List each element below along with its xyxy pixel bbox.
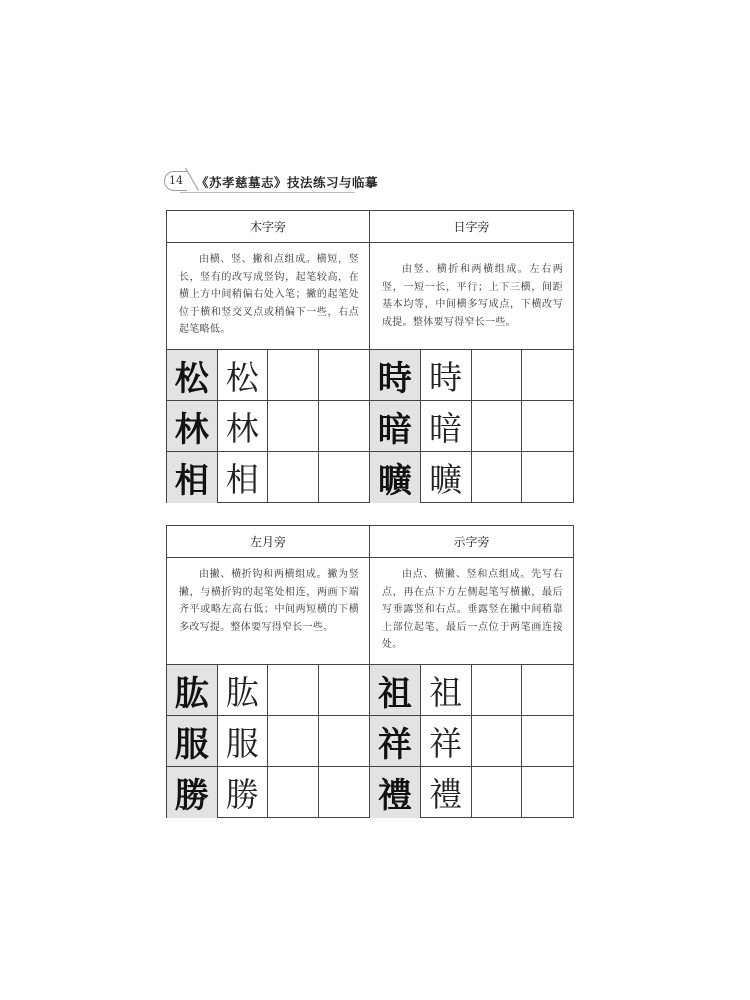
- page-number: 14: [164, 171, 187, 191]
- section-title: 示字旁: [370, 526, 573, 558]
- grid-row: [370, 767, 573, 818]
- trace-character: 祖: [421, 665, 472, 715]
- model-character: 禮: [370, 767, 421, 818]
- blank-practice-cell: [472, 350, 523, 400]
- grid-row: [167, 665, 369, 716]
- blank-practice-cell: [319, 350, 370, 400]
- blank-practice-cell: [268, 350, 319, 400]
- trace-character: 林: [218, 401, 269, 451]
- model-character: 相: [167, 452, 218, 503]
- section-description: 由竖、横折和两横组成。左右两竖，一短一长，平行；上下三横，间距基本均等，中间横多写成点，下横改写成提。整体要写得窄长一些。: [382, 264, 563, 328]
- blank-practice-cell: [522, 767, 573, 818]
- blank-practice-cell: [472, 665, 523, 715]
- grid-row: [167, 767, 369, 818]
- section-moon-radical: [167, 526, 370, 817]
- blank-practice-cell: [268, 767, 319, 818]
- grid-row: [370, 452, 573, 503]
- model-character: 祥: [370, 716, 421, 766]
- blank-practice-cell: [522, 401, 573, 451]
- grid-row: [167, 716, 369, 767]
- model-character: 服: [167, 716, 218, 766]
- blank-practice-cell: [472, 716, 523, 766]
- trace-character: 禮: [421, 767, 472, 818]
- trace-character: 相: [218, 452, 269, 503]
- grid-row: [167, 401, 369, 452]
- blank-practice-cell: [268, 665, 319, 715]
- trace-character: 服: [218, 716, 269, 766]
- model-character: 肱: [167, 665, 218, 715]
- practice-grid: [370, 664, 573, 817]
- practice-grid: [167, 664, 369, 817]
- blank-practice-cell: [472, 452, 523, 503]
- blank-practice-cell: [472, 767, 523, 818]
- section-description: 由撇、横折钩和两横组成。撇为竖撇，与横折钩的起笔处相连，两画下端齐平或略左高右低；中间两短横的下横多改写提。整体要写得窄长一些。: [179, 569, 359, 633]
- section-description: 由横、竖、撇和点组成。横短，竖长，竖有的改写成竖钩，起笔较高，在横上方中间稍偏右处入笔；撇的起笔处位于横和竖交叉点或稍偏下一些，右点起笔略低。: [179, 254, 359, 335]
- blank-practice-cell: [268, 401, 319, 451]
- grid-row: [370, 665, 573, 716]
- trace-character: 松: [218, 350, 269, 400]
- trace-character: 祥: [421, 716, 472, 766]
- section-title: 木字旁: [167, 211, 369, 243]
- practice-block-2: [166, 525, 574, 818]
- blank-practice-cell: [522, 665, 573, 715]
- blank-practice-cell: [268, 452, 319, 503]
- blank-practice-cell: [319, 452, 370, 503]
- blank-practice-cell: [522, 452, 573, 503]
- grid-row: [370, 350, 573, 401]
- section-title: 左月旁: [167, 526, 369, 558]
- trace-character: 曠: [421, 452, 472, 503]
- section-show-radical: [370, 526, 573, 817]
- blank-practice-cell: [319, 665, 370, 715]
- blank-practice-cell: [472, 401, 523, 451]
- model-character: 勝: [167, 767, 218, 818]
- trace-character: 暗: [421, 401, 472, 451]
- blank-practice-cell: [319, 401, 370, 451]
- model-character: 曠: [370, 452, 421, 503]
- blank-practice-cell: [522, 716, 573, 766]
- trace-character: 時: [421, 350, 472, 400]
- practice-grid: [167, 349, 369, 502]
- trace-character: 勝: [218, 767, 269, 818]
- grid-row: [370, 716, 573, 767]
- section-sun-radical: [370, 211, 573, 502]
- grid-row: [167, 452, 369, 503]
- blank-practice-cell: [319, 767, 370, 818]
- blank-practice-cell: [268, 716, 319, 766]
- practice-block-1: [166, 210, 574, 503]
- blank-practice-cell: [319, 716, 370, 766]
- section-description: 由点、横撇、竖和点组成。先写右点，再在点下方左侧起笔写横撇，最后写垂露竖和右点。垂露竖在撇中间稍靠上部位起笔，最后一点位于两笔画连接处。: [382, 569, 563, 650]
- blank-practice-cell: [522, 350, 573, 400]
- grid-row: [167, 350, 369, 401]
- model-character: 祖: [370, 665, 421, 715]
- grid-row: [370, 401, 573, 452]
- model-character: 暗: [370, 401, 421, 451]
- section-wood-radical: [167, 211, 370, 502]
- model-character: 時: [370, 350, 421, 400]
- section-title: 日字旁: [370, 211, 573, 243]
- model-character: 松: [167, 350, 218, 400]
- practice-grid: [370, 349, 573, 502]
- page-header: [160, 170, 580, 194]
- model-character: 林: [167, 401, 218, 451]
- trace-character: 肱: [218, 665, 269, 715]
- header-rule: [180, 192, 355, 193]
- running-title: 《苏孝慈墓志》技法练习与临摹: [196, 175, 379, 190]
